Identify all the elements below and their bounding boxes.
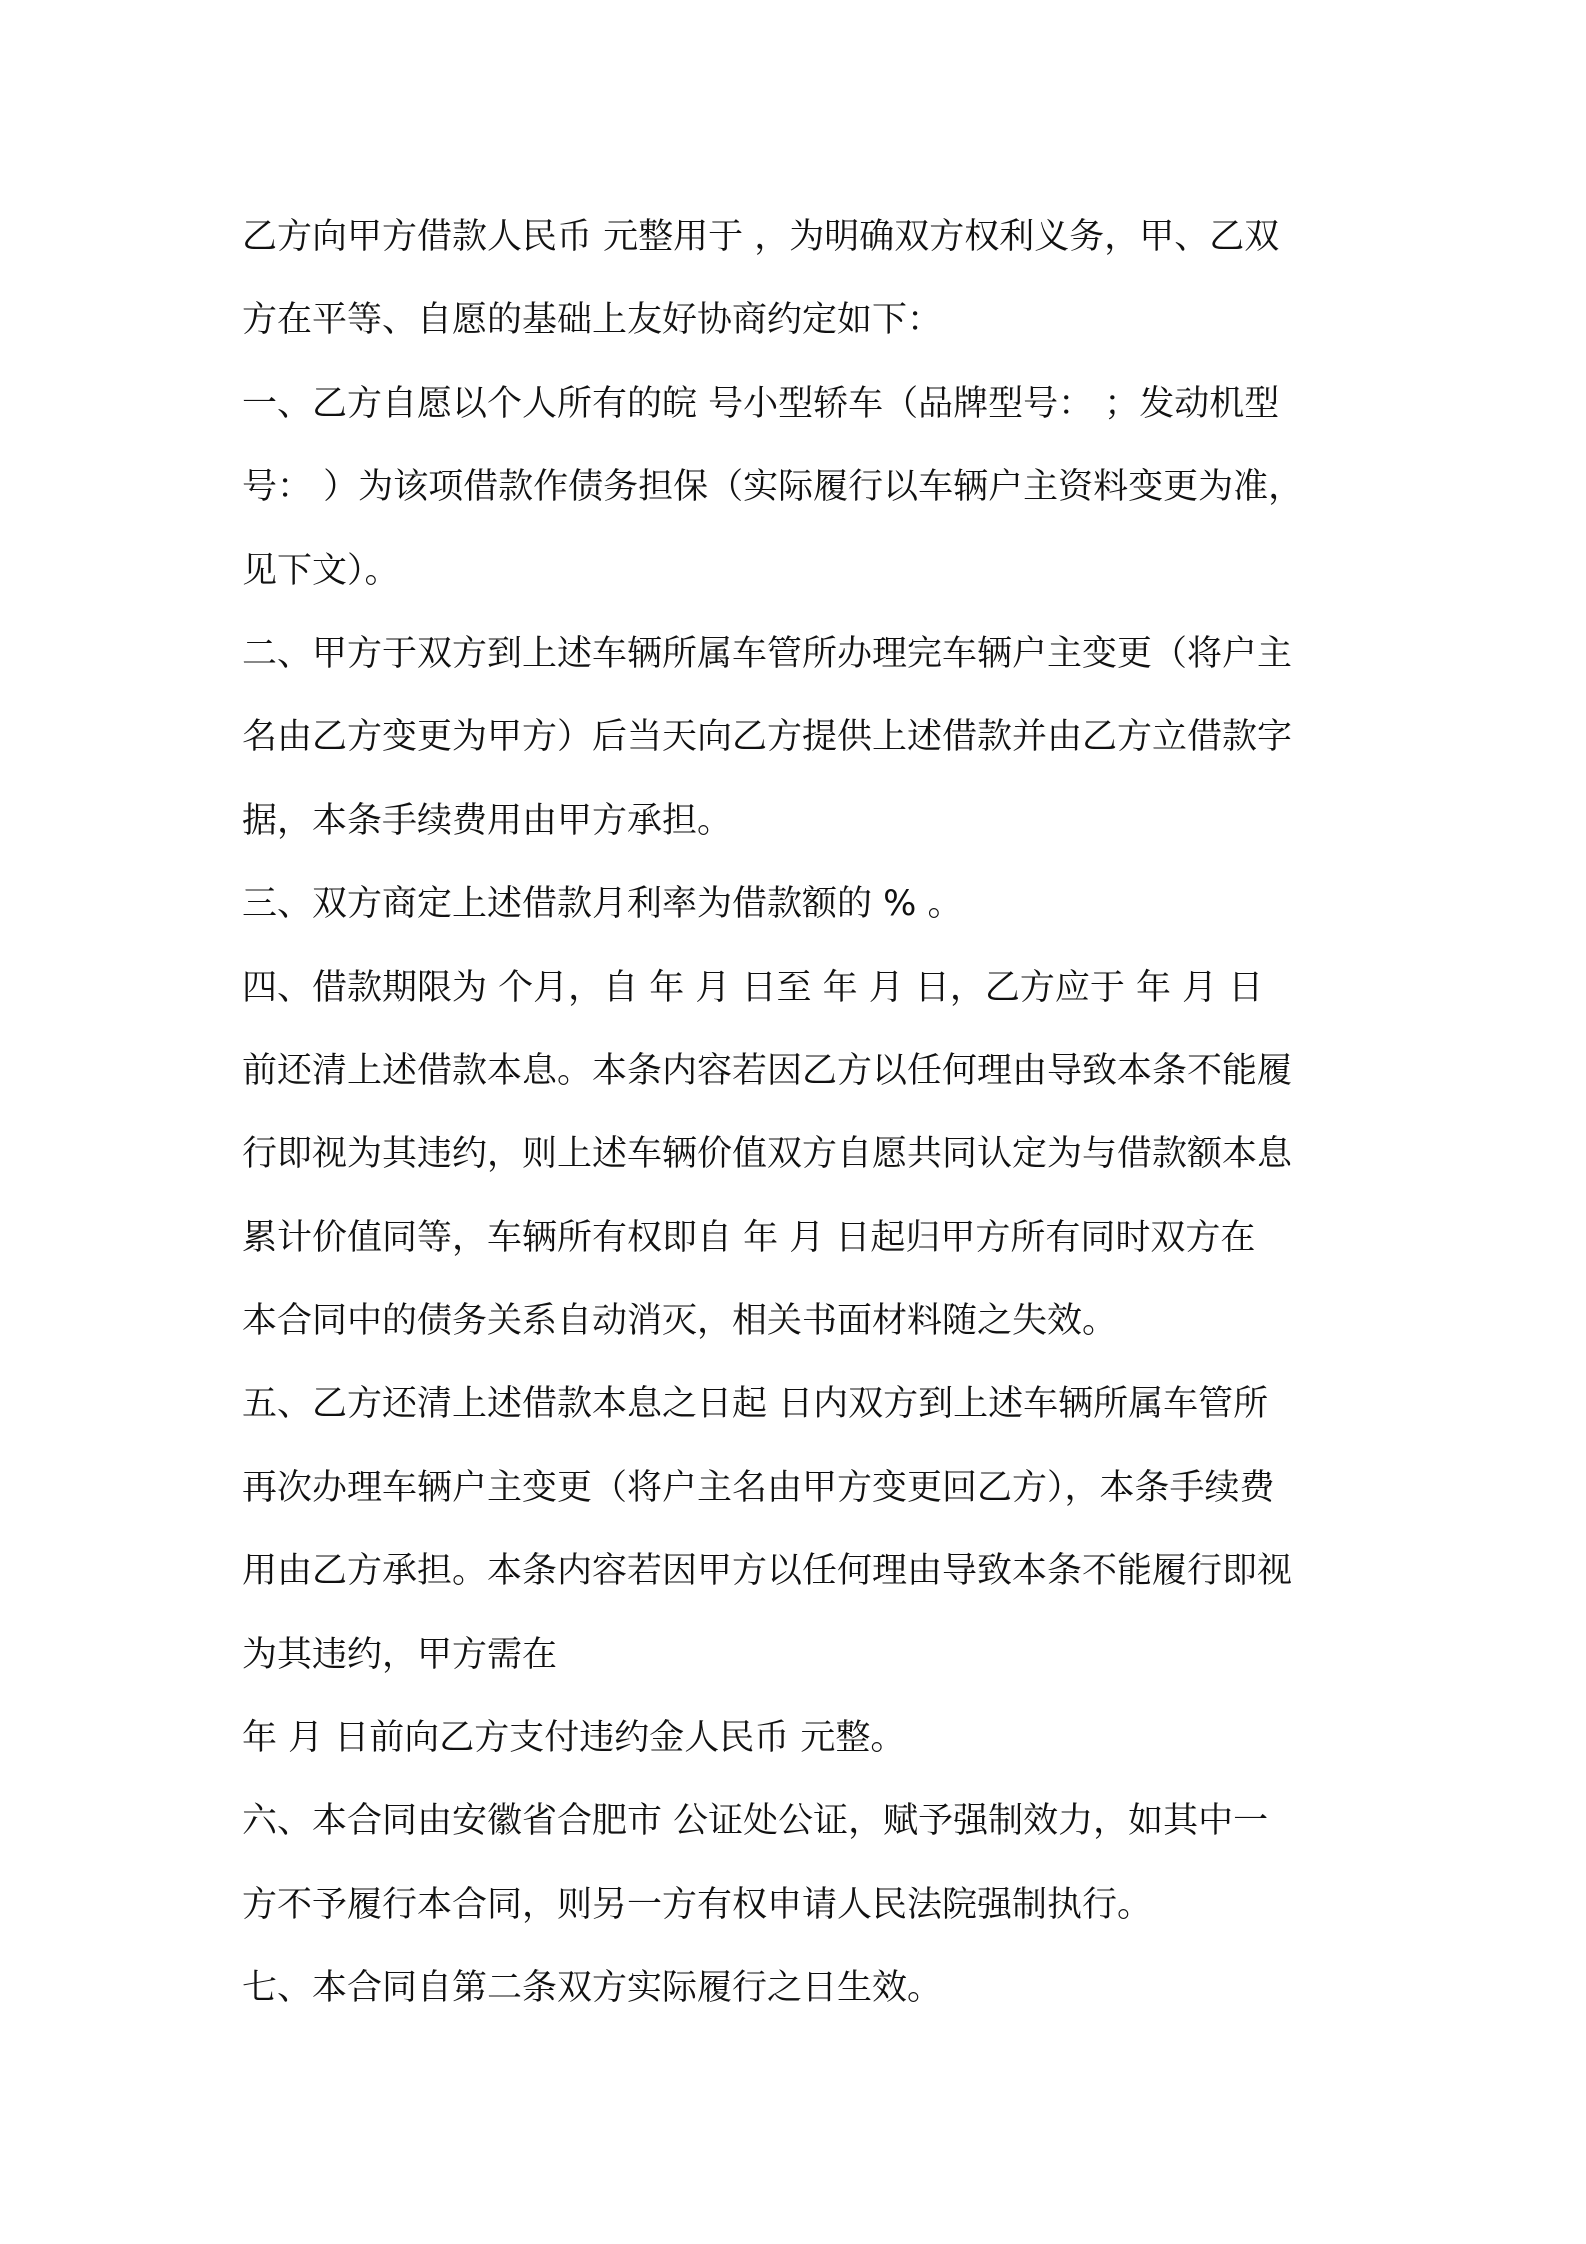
text-line: 名由乙方变更为甲方）后当天向乙方提供上述借款并由乙方立借款字 — [242, 717, 1293, 758]
contract-text — [242, 196, 1372, 2031]
clause-1-line: 一、乙方自愿以个人所有的皖 号小型轿车（品牌型号： ；发动机型 — [242, 383, 1280, 424]
text-line: 再次办理车辆户主变更（将户主名由甲方变更回乙方），本条手续费 — [242, 1467, 1275, 1508]
clause-3-line: 三、双方商定上述借款月利率为借款额的 % 。 — [242, 884, 963, 925]
text-line: 据，本条手续费用由甲方承担。 — [242, 800, 733, 841]
clause-6-line: 六、本合同由安徽省合肥市 公证处公证，赋予强制效力，如其中一 — [242, 1801, 1269, 1842]
text-line: 见下文）。 — [242, 550, 400, 591]
text-line: 累计价值同等，车辆所有权即自 年 月 日起归甲方所有同时双方在 — [242, 1217, 1256, 1258]
clause-4-line: 四、借款期限为 个月，自 年 月 日至 年 月 日，乙方应于 年 月 日 — [242, 967, 1264, 1008]
text-line: 方不予履行本合同，则另一方有权申请人民法院强制执行。 — [242, 1884, 1153, 1925]
text-line: 号： ）为该项借款作债务担保（实际履行以车辆户主资料变更为准， — [242, 467, 1304, 508]
text-line: 为其违约，甲方需在 — [242, 1634, 558, 1675]
text-line: 行即视为其违约，则上述车辆价值双方自愿共同认定为与借款额本息 — [242, 1134, 1293, 1175]
text-line: 方在平等、自愿的基础上友好协商约定如下： — [242, 300, 943, 341]
text-line: 乙方向甲方借款人民币 元整用于 ，为明确双方权利义务，甲、乙双 — [242, 217, 1280, 257]
clause-5-line: 五、乙方还清上述借款本息之日起 日内双方到上述车辆所属车管所 — [242, 1384, 1269, 1425]
text-line: 年 月 日前向乙方支付违约金人民币 元整。 — [242, 1718, 906, 1759]
text-line: 用由乙方承担。本条内容若因甲方以任何理由导致本条不能履行即视 — [242, 1551, 1293, 1592]
clause-7-line: 七、本合同自第二条双方实际履行之日生效。 — [242, 1968, 943, 2009]
text-line: 本合同中的债务关系自动消灭，相关书面材料随之失效。 — [242, 1301, 1118, 1342]
text-line: 前还清上述借款本息。本条内容若因乙方以任何理由导致本条不能履 — [242, 1050, 1293, 1091]
clause-2-line: 二、甲方于双方到上述车辆所属车管所办理完车辆户主变更（将户主 — [242, 633, 1293, 674]
